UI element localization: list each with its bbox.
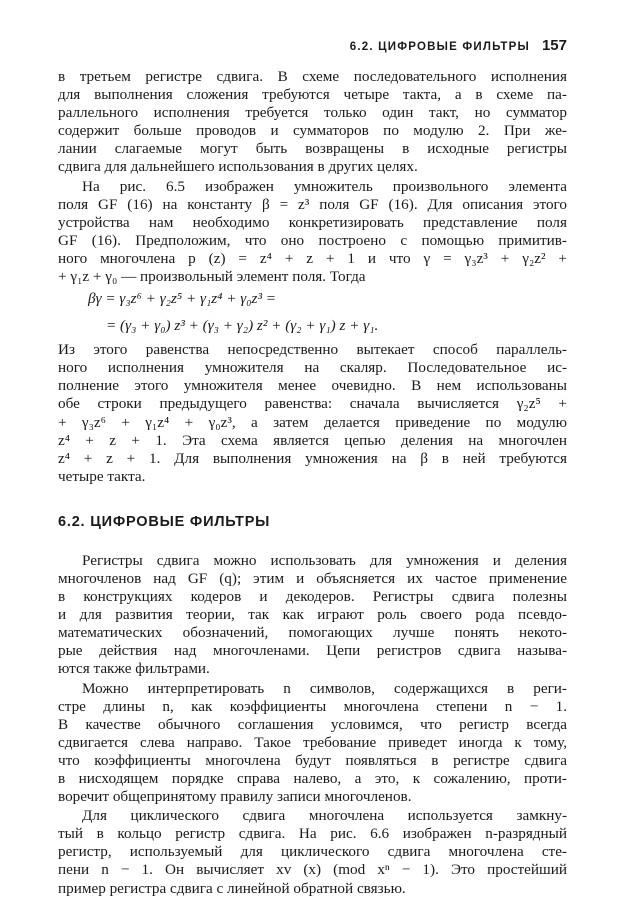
text-line: ного исполнения умножителя на скаляр. Последовательное ис- bbox=[58, 359, 567, 377]
text-line: пример регистра сдвига с линейной обратной связью. bbox=[58, 879, 406, 897]
text-line: полнение этого умножителя менее очевидно. В нем использованы bbox=[58, 377, 567, 395]
text-line: пени n − 1. Он вычисляет xv (x) (mod xⁿ − 1). Это простейший bbox=[58, 861, 567, 879]
paragraph-4 bbox=[58, 552, 567, 679]
text-line: в третьем регистре сдвига. В схеме последовательного исполнения bbox=[58, 68, 567, 85]
text-line: математических обозначений, помогающих лучше понять некото- bbox=[58, 624, 567, 642]
paragraph-3 bbox=[58, 341, 567, 486]
text-line: лании слагаемые могут быть возвращены в исходные регистры bbox=[58, 140, 567, 158]
paragraph-1 bbox=[58, 68, 567, 177]
paragraph-5 bbox=[58, 680, 567, 807]
text-line: ются также фильтрами. bbox=[58, 660, 210, 678]
text-line: сдвига для дальнейшего использования в других целях. bbox=[58, 158, 418, 176]
text-line: регистр, используемый для циклического сдвига многочлена сте- bbox=[58, 843, 567, 861]
text-line: содержит больше проводов и сумматоров по модулю 2. При же- bbox=[58, 122, 567, 140]
paragraph-6 bbox=[58, 807, 567, 897]
text-line: стре длины n, как коэффициенты многочлена степени n − 1. bbox=[58, 697, 567, 715]
text-line: что коэффициенты многочлена будут появляться в регистре сдвига bbox=[58, 751, 567, 769]
text-line: z⁴ + z + 1. Эта схема является цепью деления на многочлен bbox=[58, 431, 567, 449]
text-line: В качестве обычного соглашения условимся, что регистр всегда bbox=[58, 715, 567, 733]
page-body bbox=[58, 68, 567, 898]
running-title: 6.2. ЦИФРОВЫЕ ФИЛЬТРЫ bbox=[349, 41, 530, 53]
text-line: ного многочлена p (z) = z⁴ + z + 1 и что γ = γ₃z³ + γ₂z² + bbox=[58, 249, 567, 267]
text-line: в нисходящем порядке справа налево, а это, к сожалению, проти- bbox=[58, 770, 567, 787]
equation-line-1: βγ = γ₃z⁶ + γ₂z⁵ + γ₁z⁴ + γ₀z³ = bbox=[88, 290, 277, 308]
running-header bbox=[350, 37, 567, 54]
text-line: многочленов над GF (q); этим и объясняется их частое применение bbox=[58, 569, 567, 587]
text-line: Регистры сдвига можно использовать для умножения и деления bbox=[82, 551, 567, 569]
paragraph-2 bbox=[58, 178, 567, 287]
equation-line-2: = (γ₃ + γ₀) z³ + (γ₃ + γ₂) z² + (γ₂ + γ₁) z + γ₁. bbox=[106, 317, 379, 335]
text-line: воречит общепринятому правилу записи многочленов. bbox=[58, 788, 412, 806]
text-line: поля GF (16) на константу β = z³ поля GF (16). Для описания этого bbox=[58, 195, 567, 213]
text-line: z⁴ + z + 1. Для выполнения умножения на β в ней требуются bbox=[58, 449, 567, 467]
text-line: четыре такта. bbox=[58, 467, 146, 485]
section-heading: 6.2. ЦИФРОВЫЕ ФИЛЬТРЫ bbox=[58, 513, 271, 530]
text-line: раллельного исполнения требуется только один такт, но сумматор bbox=[58, 104, 567, 122]
text-line: + γ₁z + γ₀ — произвольный элемент поля. Тогда bbox=[58, 268, 366, 286]
text-line: сдвигается слева направо. Такое требование приведет иногда к тому, bbox=[58, 733, 567, 751]
text-line: рые действия над многочленами. Цепи регистров сдвига называ- bbox=[58, 642, 567, 660]
text-line: На рис. 6.5 изображен умножитель произвольного элемента bbox=[82, 177, 567, 195]
text-line: Для циклического сдвига многочлена используется замкну- bbox=[82, 807, 567, 825]
text-line: для выполнения сложения требуются четыре такта, а в схеме па- bbox=[58, 86, 567, 104]
text-line: тый в кольцо регистр сдвига. На рис. 6.6 изображен n-разрядный bbox=[58, 825, 567, 843]
text-line: + γ₃z⁶ + γ₁z⁴ + γ₀z³, а затем делается приведение по модулю bbox=[58, 413, 567, 431]
text-line: Можно интерпретировать n символов, содержащихся в реги- bbox=[82, 679, 567, 697]
text-line: устройства нам необходимо конкретизировать представление поля bbox=[58, 213, 567, 231]
text-line: GF (16). Предположим, что оно построено с помощью примитив- bbox=[58, 231, 567, 249]
text-line: обе строки предыдущего равенства: сначала вычисляется γ₂z⁵ + bbox=[58, 395, 567, 413]
text-line: в конструкциях кодеров и декодеров. Регистры сдвига полезны bbox=[58, 588, 567, 606]
page-number: 157 bbox=[541, 37, 567, 54]
text-line: и для развития теории, так как играют роль своего рода псевдо- bbox=[58, 606, 567, 624]
text-line: Из этого равенства непосредственно вытекает способ параллель- bbox=[58, 341, 567, 359]
